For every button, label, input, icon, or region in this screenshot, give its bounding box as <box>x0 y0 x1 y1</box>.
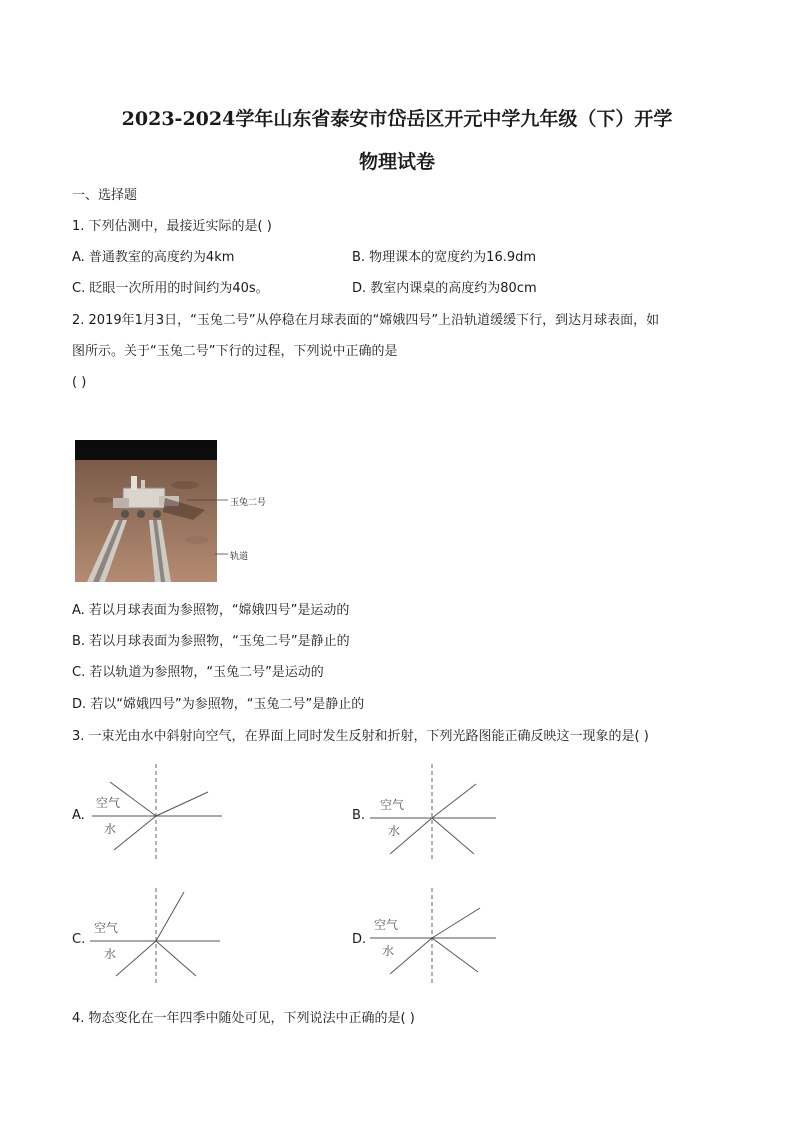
diagram-a <box>70 762 230 866</box>
diagram-a-label: A. <box>72 808 85 823</box>
q2-stem-line2: 图所示。关于“玉兔二号”下行的过程，下列说中正确的是 <box>72 344 398 359</box>
page-title: 2023-2024学年山东省泰安市岱岳区开元中学九年级（下）开学 <box>121 108 673 130</box>
q2-option-c: C. 若以轨道为参照物，“玉兔二号”是运动的 <box>72 665 324 680</box>
q2-option-b: B. 若以月球表面为参照物，“玉兔二号”是静止的 <box>72 634 350 649</box>
q1-stem: 1. 下列估测中，最接近实际的是( ) <box>72 219 272 234</box>
diagram-c <box>70 886 230 990</box>
diagram-d-air: 空气 <box>374 918 399 932</box>
rover-photo <box>75 440 275 584</box>
diagram-b-water: 水 <box>388 824 401 838</box>
q2-option-a: A. 若以月球表面为参照物，“嫦娥四号”是运动的 <box>72 603 350 618</box>
diagram-c-air: 空气 <box>94 921 119 935</box>
q4-stem: 4. 物态变化在一年四季中随处可见，下列说法中正确的是( ) <box>72 1011 415 1026</box>
q2-stem-line1: 2. 2019年1月3日，“玉兔二号”从停稳在月球表面的“嫦娥四号”上沿轨道缓缓下行，到达月球表面，如 <box>72 313 660 328</box>
q3-stem: 3. 一束光由水中斜射向空气，在界面上同时发生反射和折射，下列光路图能正确反映这一现象的是( ) <box>72 729 649 744</box>
q1-option-c: C. 眨眼一次所用的时间约为40s。 <box>72 281 269 296</box>
q1-option-a: A. 普通教室的高度约为4km <box>72 250 235 265</box>
diagram-b <box>350 762 510 866</box>
diagram-c-label: C. <box>72 932 86 947</box>
diagram-d-label: D. <box>352 932 367 947</box>
q1-option-b: B. 物理课本的宽度约为16.9dm <box>352 250 537 265</box>
q2-option-d: D. 若以“嫦娥四号”为参照物，“玉兔二号”是静止的 <box>72 697 365 712</box>
label-track: 轨道 <box>230 552 249 562</box>
section-heading: 一、选择题 <box>72 188 138 203</box>
diagram-d <box>350 886 510 990</box>
q1-option-d: D. 教室内课桌的高度约为80cm <box>352 281 537 296</box>
label-rover: 玉兔二号 <box>230 498 267 508</box>
diagram-a-water: 水 <box>104 822 117 836</box>
diagram-d-water: 水 <box>382 944 395 958</box>
page-subtitle: 物理试卷 <box>358 151 435 173</box>
diagram-a-air: 空气 <box>96 796 121 810</box>
diagram-c-water: 水 <box>104 947 117 961</box>
diagram-b-air: 空气 <box>380 798 405 812</box>
diagram-b-label: B. <box>352 808 366 823</box>
q2-answer-paren: ( ) <box>72 375 87 390</box>
